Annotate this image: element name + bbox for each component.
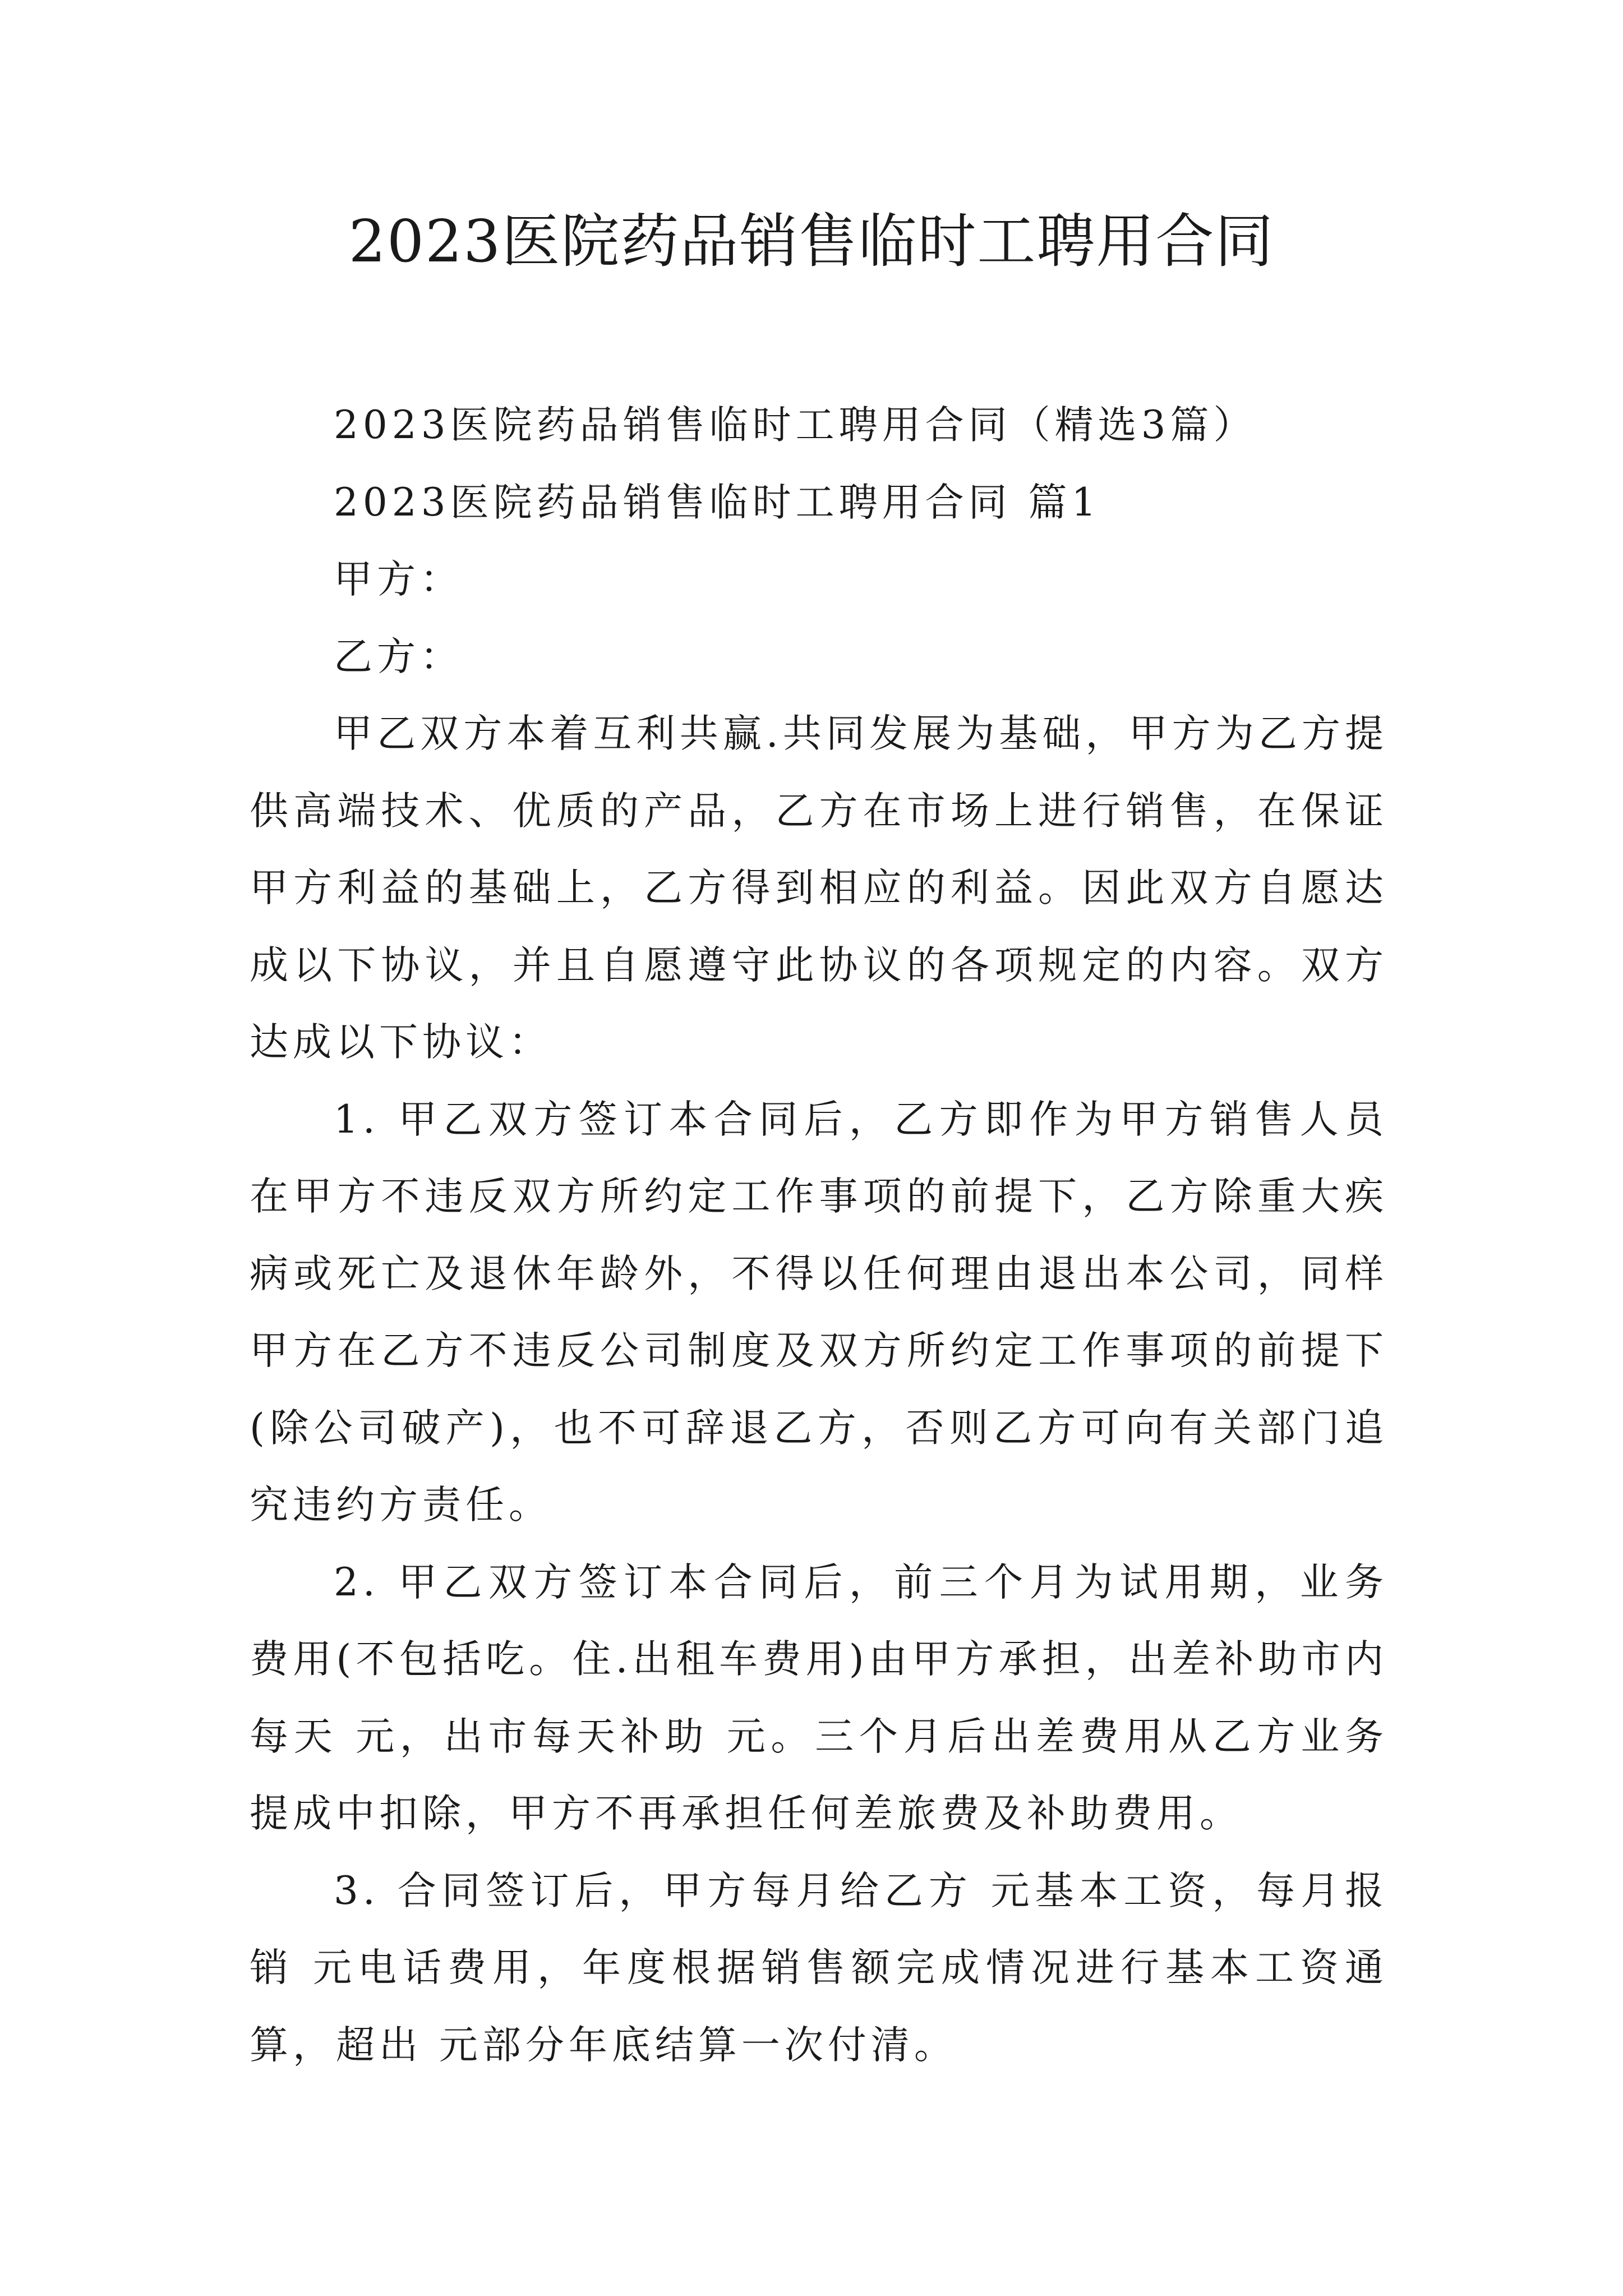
party-b-line: 乙方： bbox=[334, 634, 463, 679]
document-body bbox=[250, 387, 1388, 2084]
clause-1: 1. 甲乙双方签订本合同后，乙方即作为甲方销售人员在甲方不违反双方所约定工作事项的前提下，乙方除重大疾病或死亡及退休年龄外，不得以任何理由退出本公司，同样甲方在乙方不违反公司制度及双方所约定工作事项的前提下(除公司破产)，也不可辞退乙方，否则乙方可向有关部门追究违约方责任。 bbox=[250, 1097, 1388, 1527]
clause-2: 2. 甲乙双方签订本合同后，前三个月为试用期，业务费用(不包括吃。住.出租车费用)由甲方承担，出差补助市内每天 元，出市每天补助 元。三个月后出差费用从乙方业务提成中扣除，甲方不再承担任何差旅费及补助费用。 bbox=[250, 1559, 1388, 1836]
section-heading: 2023医院药品销售临时工聘用合同 篇1 bbox=[334, 480, 1101, 525]
clause-3: 3. 合同签订后，甲方每月给乙方 元基本工资，每月报销 元电话费用，年度根据销售额完成情况进行基本工资通算，超出 元部分年底结算一次付清。 bbox=[250, 1868, 1388, 2068]
party-a-line: 甲方： bbox=[334, 557, 463, 602]
document-title: 2023医院药品销售临时工聘用合同 bbox=[348, 207, 1275, 275]
subtitle-line: 2023医院药品销售临时工聘用合同（精选3篇） bbox=[334, 403, 1257, 448]
preamble-paragraph: 甲乙双方本着互利共赢.共同发展为基础，甲方为乙方提供高端技术、优质的产品，乙方在市场上进行销售，在保证甲方利益的基础上，乙方得到相应的利益。因此双方自愿达成以下协议，并且自愿遵守此协议的各项规定的内容。双方达成以下协议： bbox=[250, 711, 1388, 1065]
